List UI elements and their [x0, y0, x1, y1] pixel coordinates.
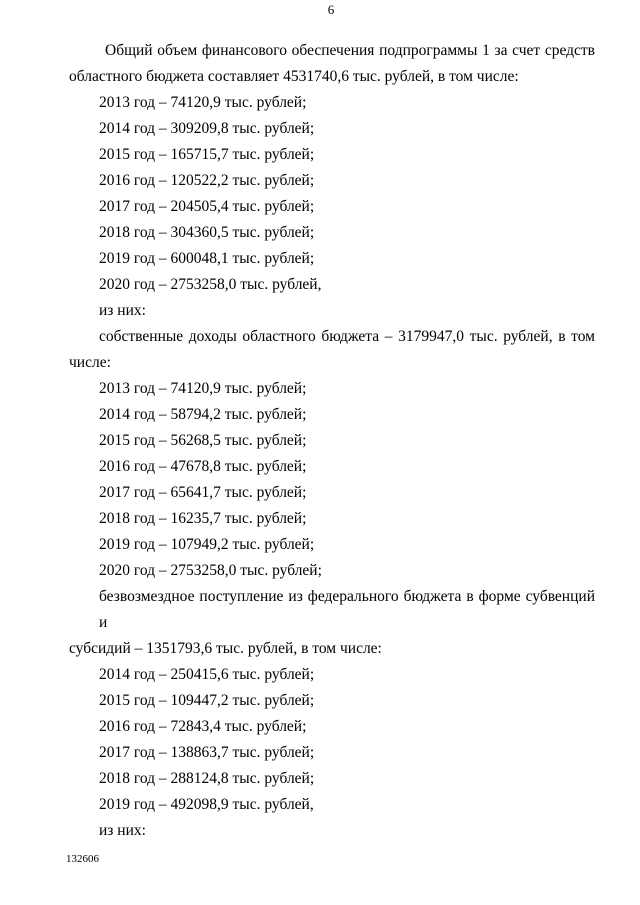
list-item: 2013 год – 74120,9 тыс. рублей;	[99, 94, 307, 111]
own-income-paragraph	[69, 324, 595, 376]
list-item: 2015 год – 165715,7 тыс. рублей;	[99, 146, 315, 163]
list-item: 2017 год – 138863,7 тыс. рублей;	[99, 744, 315, 761]
list-item: 2017 год – 204505,4 тыс. рублей;	[99, 198, 315, 215]
federal-line-1: безвозмездное поступление из федерального бюджета в форме субвенций и	[99, 588, 595, 631]
page-number: 6	[327, 2, 335, 17]
list-item: 2016 год – 120522,2 тыс. рублей;	[99, 172, 315, 189]
document-body	[69, 38, 595, 844]
list-item: 2019 год – 492098,9 тыс. рублей,	[99, 796, 314, 813]
own-income-line-1: собственные доходы областного бюджета – 3179947,0 тыс. рублей, в том	[99, 328, 595, 345]
document-code: 132606	[66, 853, 99, 865]
list-item: 2018 год – 288124,8 тыс. рублей;	[99, 770, 315, 787]
list-item: 2019 год – 107949,2 тыс. рублей;	[99, 536, 315, 553]
list-item: 2015 год – 56268,5 тыс. рублей;	[99, 432, 307, 449]
federal-paragraph	[69, 584, 595, 662]
own-income-line-2: числе:	[69, 354, 111, 371]
own-income-by-year-list	[69, 376, 595, 584]
list-item: 2016 год – 72843,4 тыс. рублей;	[99, 718, 307, 735]
of-which-label: из них:	[99, 302, 146, 319]
list-item: 2014 год – 309209,8 тыс. рублей;	[99, 120, 315, 137]
list-item: 2020 год – 2753258,0 тыс. рублей;	[99, 562, 322, 579]
list-item: 2013 год – 74120,9 тыс. рублей;	[99, 380, 307, 397]
intro-line-1: Общий объем финансового обеспечения подпрограммы 1 за счет средств	[105, 42, 595, 59]
intro-line-2: областного бюджета составляет 4531740,6 тыс. рублей, в том числе:	[69, 68, 519, 85]
list-item: 2017 год – 65641,7 тыс. рублей;	[99, 484, 307, 501]
intro-paragraph	[69, 38, 595, 90]
list-item: 2015 год – 109447,2 тыс. рублей;	[99, 692, 315, 709]
list-item: 2018 год – 304360,5 тыс. рублей;	[99, 224, 315, 241]
list-item: 2014 год – 58794,2 тыс. рублей;	[99, 406, 307, 423]
list-item: 2014 год – 250415,6 тыс. рублей;	[99, 666, 315, 683]
total-by-year-list	[69, 90, 595, 298]
federal-line-2: субсидий – 1351793,6 тыс. рублей, в том числе:	[69, 640, 382, 657]
list-item: 2019 год – 600048,1 тыс. рублей;	[99, 250, 315, 267]
federal-by-year-list	[69, 662, 595, 818]
of-which-label: из них:	[99, 822, 146, 839]
list-item: 2016 год – 47678,8 тыс. рублей;	[99, 458, 307, 475]
list-item: 2018 год – 16235,7 тыс. рублей;	[99, 510, 307, 527]
list-item: 2020 год – 2753258,0 тыс. рублей,	[99, 276, 322, 293]
